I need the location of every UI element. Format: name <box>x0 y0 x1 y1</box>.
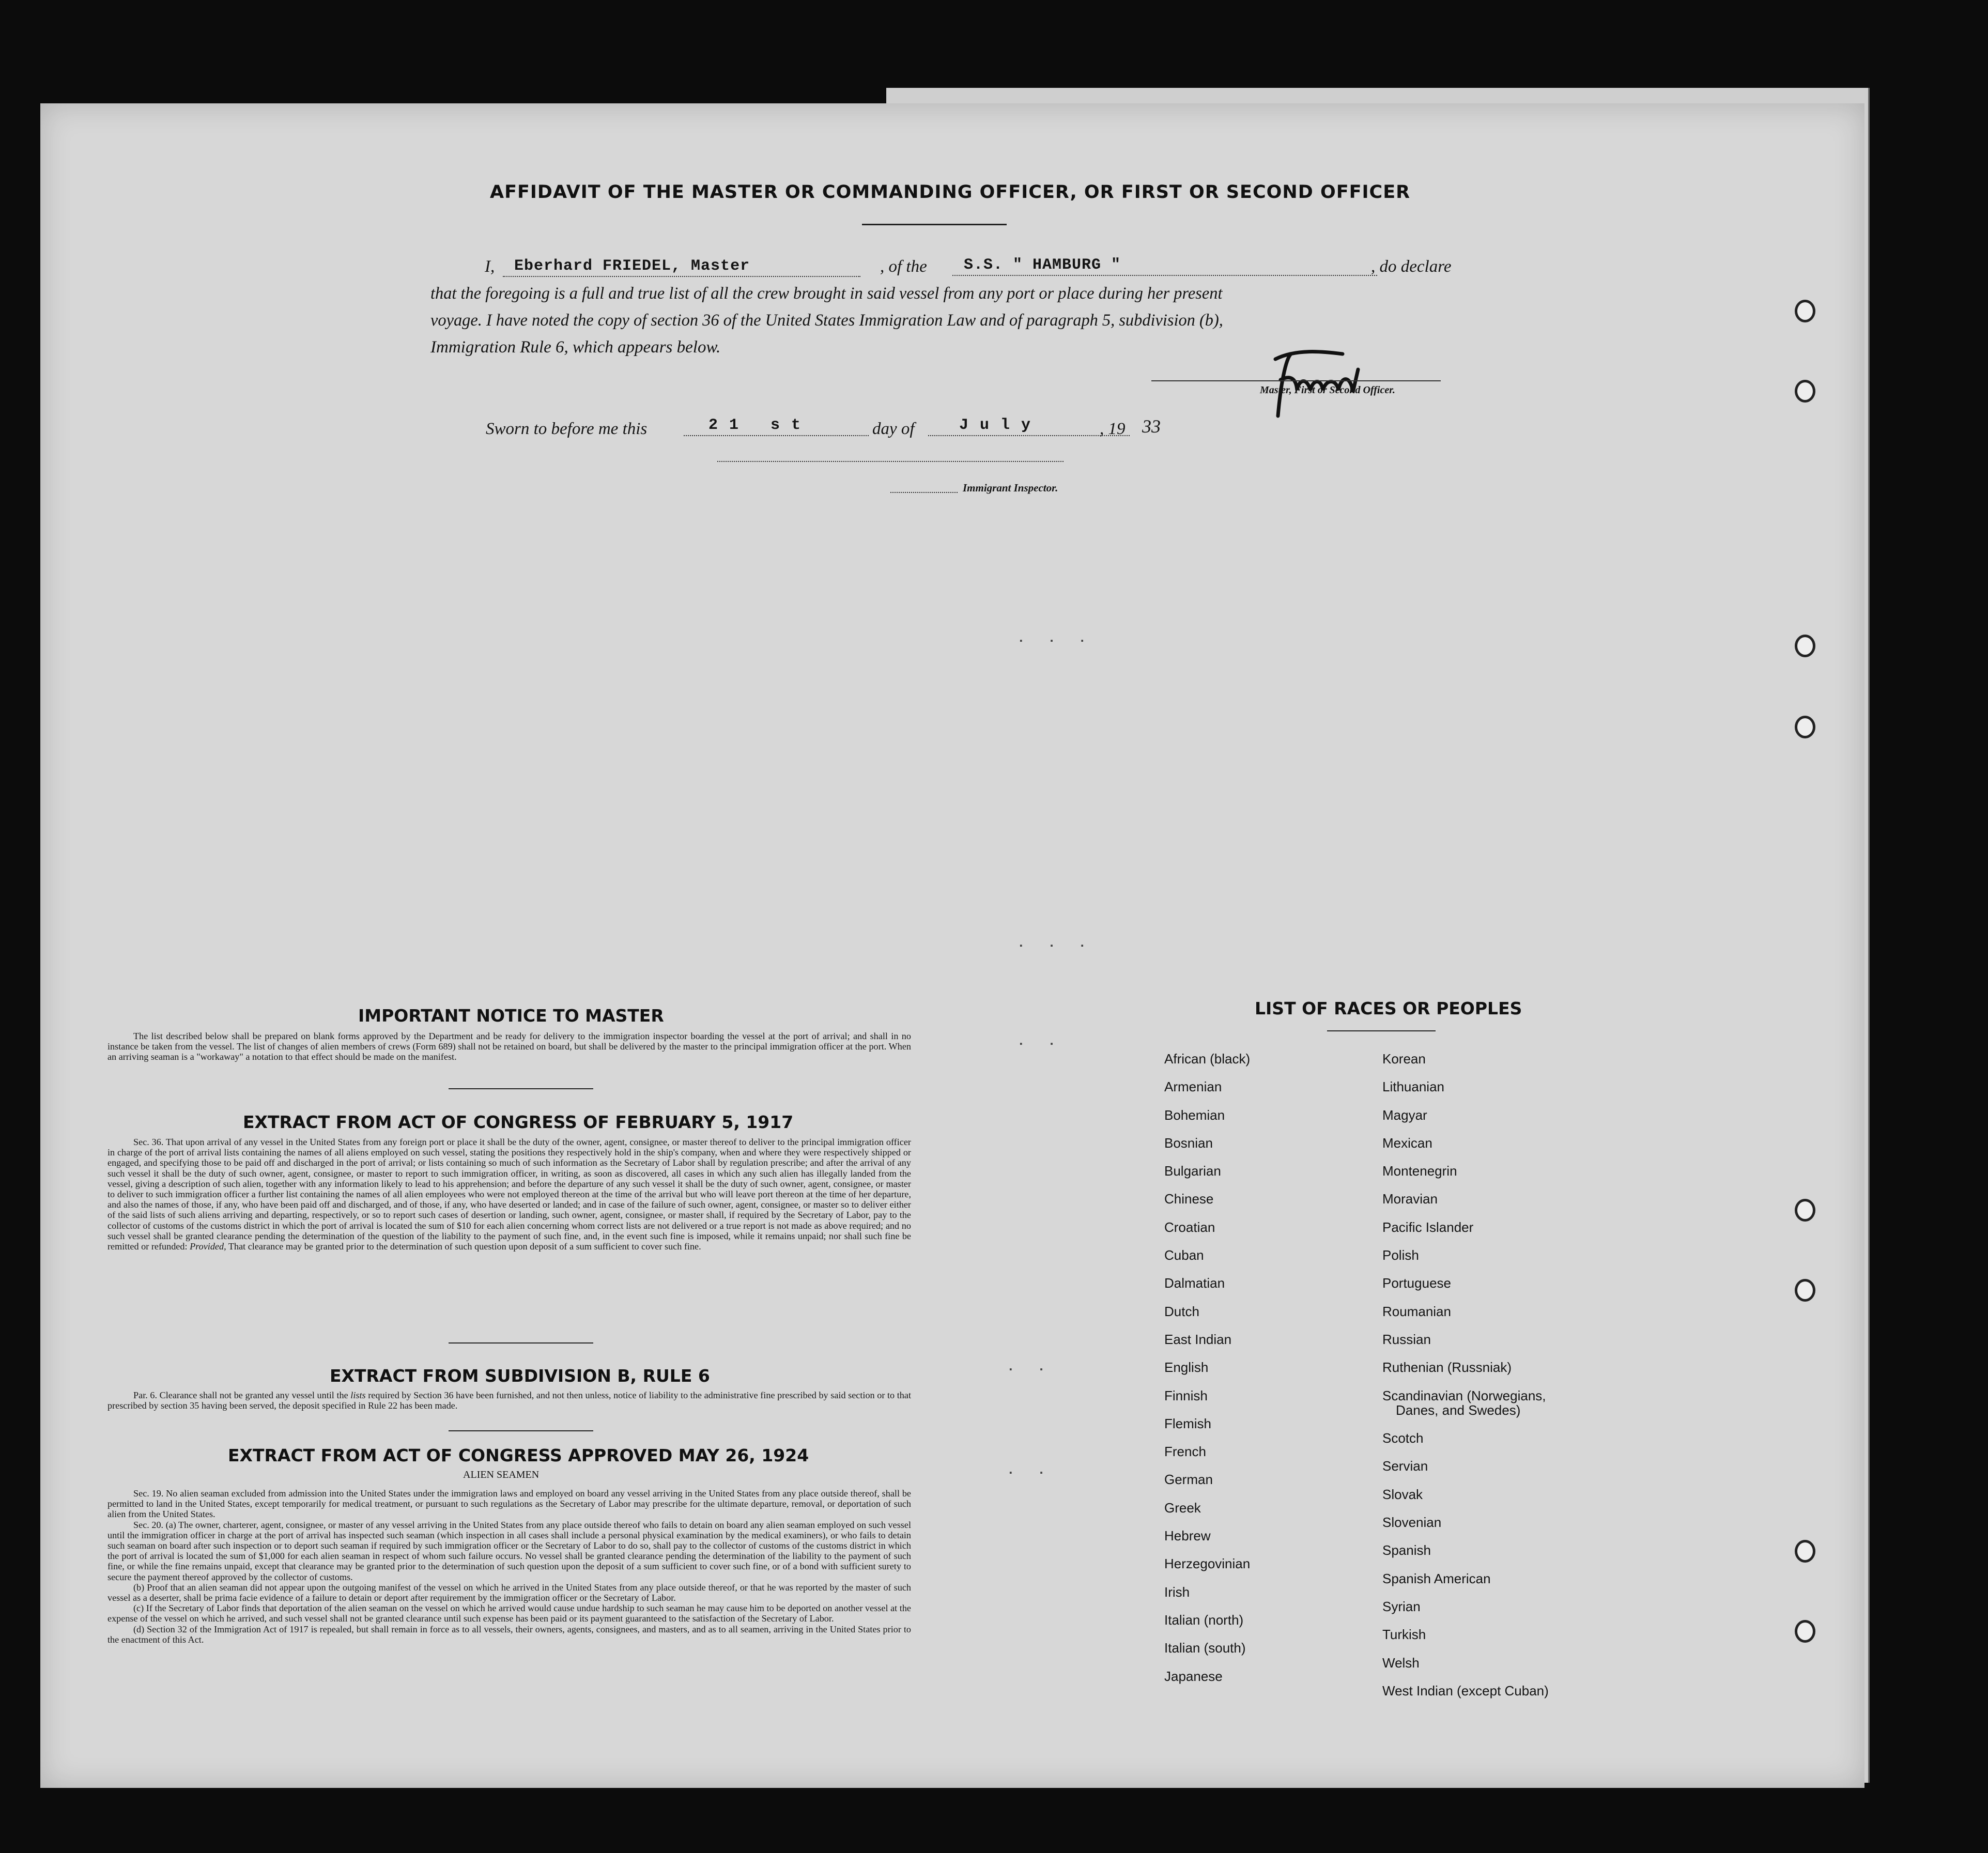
race-item: Japanese <box>1164 1668 1223 1684</box>
sec36-text: Sec. 36. That upon arrival of any vessel in the United States from any foreign port or place it shall be the duty of the owner, agent, consignee, or master thereof to deliver to the principal immigration officer in charge of the port of arrival lists containing the names of all aliens employed on such vessel, stating the positions they respectively hold in the ship's company, when and where they were respectively shipped or engaged, and specifying those to be paid off and discharged in the port of arrival; or lists containing so much of such information as the Secretary of Labor shall by regulation prescribe; and after the arrival of any such vessel it shall be the duty of such owner, agent, consignee, or master to report to such immigration officer, in writing, as soon as discovered, all cases in which any such alien has illegally landed from the vessel, giving a description of such alien, together with any information likely to lead to his apprehension; and before the departure of any such vessel it shall be the duty of such owner, agent, consignee, or master to deliver to such immigration officer a further list containing the names of all alien employees who were not employed thereon at the time of the arrival but who will leave port thereon at the time of her departure, and also the names of those, if any, who have been paid off and discharged, and of those, if any, who have deserted or landed; and in case of the failure of such owner, agent, consignee, or master so to deliver either of the said lists of such aliens arriving and departing, respectively, or so to report such cases of desertion or landing, such owner, agent, consignee, or master shall, if required by the Secretary of Labor, pay to the collector of customs of the customs district in which the port of arrival is located the sum of $10 for each alien concerning whom correct lists are not delivered or a true report is not made as above required; and no such vessel shall be granted clearance pending the determination of the question of the liability to the payment of such fine, and, in the event such fine is imposed, while it remains unpaid; nor shall such fine be remitted or refunded: <box>107 1137 911 1252</box>
race-item: Servian <box>1382 1458 1428 1474</box>
race-item: Mexican <box>1382 1135 1432 1151</box>
proviso-word: Provided, <box>190 1241 226 1252</box>
sworn-year: 33 <box>1142 416 1161 437</box>
race-item: Cuban <box>1164 1247 1204 1263</box>
race-item: Turkish <box>1382 1627 1426 1643</box>
race-item: French <box>1164 1444 1206 1460</box>
affidavit-line2: that the foregoing is a full and true list of all the crew brought in said vessel from any port or place during her present <box>430 284 1223 303</box>
bleed-through-marks: . . . <box>1017 935 1094 951</box>
bleed-through-marks: . . <box>1007 1359 1053 1375</box>
sec20d-text: (d) Section 32 of the Immigration Act of 1917 is repealed, but shall remain in force as to all vessels, their owners, agents, consignees, and masters, and as to all seamen, arriving in the United States prior to the enactment of this Act. <box>107 1624 911 1645</box>
race-item: Chinese <box>1164 1191 1214 1207</box>
races-rule <box>1327 1030 1436 1031</box>
race-item: Herzegovinian <box>1164 1556 1251 1572</box>
race-item: Magyar <box>1382 1107 1427 1123</box>
sworn-month-field: July <box>928 415 1130 436</box>
rule6-text <box>107 1390 911 1411</box>
race-item: Armenian <box>1164 1079 1222 1095</box>
affidavit-title: AFFIDAVIT OF THE MASTER OR COMMANDING OFFICER, OR FIRST OR SECOND OFFICER <box>490 182 1411 203</box>
sworn-pre: Sworn to before me this <box>486 420 648 438</box>
race-item: Danes, and Swedes) <box>1396 1402 1521 1418</box>
sec20b-text: (b) Proof that an alien seaman did not appear upon the outgoing manifest of the vessel on which he arrived in the United States from any place outside thereof, or that he was reported by the master of such vessel as a deserter, shall be prima facie evidence of a failure to detain or deport after requirement by the immigration officer or the Secretary of Labor. <box>107 1582 911 1603</box>
sworn-year-pre: , 19 <box>1100 420 1126 438</box>
race-item: Spanish <box>1382 1542 1431 1558</box>
race-item: Scandinavian (Norwegians, <box>1382 1387 1546 1403</box>
binder-hole <box>1795 635 1815 657</box>
lists-word: lists <box>350 1390 366 1400</box>
races-title: LIST OF RACES OR PEOPLES <box>1255 998 1522 1018</box>
notice-paragraph: The list described below shall be prepared on blank forms approved by the Department and be ready for delivery to the immigration inspector boarding the vessel at the port of arrival; and shall in no instance be taken from the vessel. The list of changes of alien members of crews (Form 689) shall not be retained on board, but shall be delivered by the master to the principal immigration officer at the port. When an arriving seaman is a "workaway" a notation to that effect should be made on the manifest. <box>107 1031 911 1062</box>
par6-text: Par. 6. Clearance shall not be granted any vessel until the <box>133 1390 348 1400</box>
affidavit-line1-post: , do declare <box>1371 257 1452 276</box>
alien-seamen-subtitle: ALIEN SEAMEN <box>463 1469 540 1480</box>
race-item: English <box>1164 1360 1209 1376</box>
binder-hole <box>1795 380 1815 403</box>
race-item: Croatian <box>1164 1219 1215 1235</box>
race-item: Scotch <box>1382 1430 1424 1446</box>
master-name-field: Eberhard FRIEDEL, Master <box>503 256 860 277</box>
race-item: Flemish <box>1164 1415 1212 1431</box>
bleed-through-marks: . . <box>1007 1462 1053 1478</box>
race-item: Portuguese <box>1382 1275 1451 1291</box>
signature-caption: Master, First or Second Officer. <box>1260 384 1395 396</box>
race-item: Finnish <box>1164 1387 1208 1403</box>
affidavit-line1-mid: , of the <box>880 257 927 276</box>
races-column-1 <box>1164 1045 1250 1690</box>
notice-text <box>107 1031 911 1062</box>
sworn-day-field: 21 st <box>684 415 869 436</box>
race-item: Dalmatian <box>1164 1275 1225 1291</box>
sec20a-text: Sec. 20. (a) The owner, charterer, agent, consignee, or master of any vessel arriving in the United States from any place outside thereof who fails to detain on board any alien seaman employed on such vessel until the immigration officer in charge at the port of arrival has inspected such seaman (which inspection in all cases shall include a personal physical examination by the medical examiners), or who fails to detain such seaman on board after such inspection or to deport such seaman if required by such immigration officer or the Secretary of Labor to do so, shall pay to the collector of customs of the customs district in which the port of arrival is located the sum of $1,000 for each alien seaman in respect of whom such failure occurs. No vessel shall be granted clearance pending the determination of the liability to the payment of such fine, or while the fine remains unpaid, except that clearance may be granted prior to the determination of such question upon the deposit of a sum sufficient to cover such fine, or of a bond with sufficient surety to secure the payment thereof approved by the collector of customs. <box>107 1519 911 1582</box>
notice-rule <box>449 1088 593 1089</box>
race-item: West Indian (except Cuban) <box>1382 1682 1549 1698</box>
signature-line <box>1151 380 1441 381</box>
extract-1917-text <box>107 1137 911 1252</box>
par6-text-post: required by Section 36 have been furnished, and not then unless, notice of liability to the administrative fine prescribed by said section or to that prescribed by section 35 having been served, the deposit specified in Rule 22 has been made. <box>107 1390 912 1411</box>
race-item: Slovenian <box>1382 1515 1442 1531</box>
affidavit-line3: voyage. I have noted the copy of section 36 of the United States Immigration Law and of paragraph 5, subdivision (b), <box>430 311 1223 330</box>
race-item: Roumanian <box>1382 1303 1451 1319</box>
extract-1924-title: EXTRACT FROM ACT OF CONGRESS APPROVED MAY 26, 1924 <box>228 1445 809 1465</box>
sec36-text-end: That clearance may be granted prior to the determination of such question upon deposit of a sum sufficient to cover such fine. <box>228 1241 701 1252</box>
affidavit-title-rule <box>862 224 1007 225</box>
binder-hole <box>1795 1199 1815 1222</box>
race-item: Italian (south) <box>1164 1640 1246 1656</box>
race-item: Syrian <box>1382 1598 1421 1614</box>
race-item: Korean <box>1382 1051 1426 1067</box>
race-item: Slovak <box>1382 1486 1423 1502</box>
race-item: Polish <box>1382 1247 1419 1263</box>
race-item: German <box>1164 1472 1213 1488</box>
form-page <box>40 103 1864 1788</box>
race-item: Dutch <box>1164 1303 1199 1319</box>
race-item: Pacific Islander <box>1382 1219 1474 1235</box>
inspector-label: Immigrant Inspector. <box>963 482 1058 494</box>
inspector-sign-line <box>717 460 1064 462</box>
binder-hole <box>1795 1279 1815 1302</box>
binder-hole <box>1795 716 1815 738</box>
rule6-title: EXTRACT FROM SUBDIVISION B, RULE 6 <box>330 1366 710 1386</box>
race-item: Lithuanian <box>1382 1079 1444 1095</box>
races-column-2 <box>1382 1045 1549 1705</box>
affidavit-line4: Immigration Rule 6, which appears below. <box>430 338 721 357</box>
inspector-dotted-lead <box>890 491 958 493</box>
sworn-mid: day of <box>872 420 915 438</box>
race-item: Hebrew <box>1164 1528 1211 1544</box>
rule6-rule <box>449 1430 593 1431</box>
sec20c-text: (c) If the Secretary of Labor finds that deportation of the alien seaman on the vessel on which he arrived would cause undue hardship to such seaman he may cause him to be deported on another vessel at the expense of the vessel on which he arrived, and such vessel shall not be granted clearance until such expense has been paid or its payment guaranteed to the satisfaction of the Secretary of Labor. <box>107 1603 911 1624</box>
binder-hole <box>1795 300 1815 322</box>
sec19-text: Sec. 19. No alien seaman excluded from admission into the United States under the immigration laws and employed on board any vessel arriving in the United States from any place outside thereof, shall be permitted to land in the United States, except temporarily for medical treatment, or pursuant to such regulations as the Secretary of Labor may prescribe for the ultimate departure, removal, or deportation of such alien from the United States. <box>107 1488 911 1520</box>
extract-1917-rule <box>449 1342 593 1344</box>
race-item: Bohemian <box>1164 1107 1225 1123</box>
race-item: Moravian <box>1382 1191 1438 1207</box>
affidavit-line1-pre: I, <box>485 257 495 276</box>
notice-title: IMPORTANT NOTICE TO MASTER <box>358 1006 664 1026</box>
extract-1924-text <box>107 1488 911 1645</box>
binder-hole <box>1795 1620 1815 1643</box>
race-item: Russian <box>1382 1331 1431 1347</box>
race-item: Bosnian <box>1164 1135 1213 1151</box>
bleed-through-marks: . . . <box>1017 630 1094 646</box>
race-item: East Indian <box>1164 1331 1232 1347</box>
vessel-field: S.S. " HAMBURG " <box>952 255 1377 276</box>
race-item: Bulgarian <box>1164 1163 1221 1179</box>
race-item: Ruthenian (Russniak) <box>1382 1360 1512 1376</box>
race-item: Greek <box>1164 1500 1201 1516</box>
binder-hole <box>1795 1540 1815 1563</box>
race-item: African (black) <box>1164 1051 1251 1067</box>
race-item: Irish <box>1164 1584 1190 1600</box>
race-item: Montenegrin <box>1382 1163 1457 1179</box>
race-item: Italian (north) <box>1164 1612 1244 1628</box>
bleed-through-marks: . . <box>1017 1033 1063 1049</box>
race-item: Welsh <box>1382 1655 1420 1671</box>
extract-1917-title: EXTRACT FROM ACT OF CONGRESS OF FEBRUARY 5, 1917 <box>243 1112 794 1132</box>
race-item: Spanish American <box>1382 1570 1491 1586</box>
